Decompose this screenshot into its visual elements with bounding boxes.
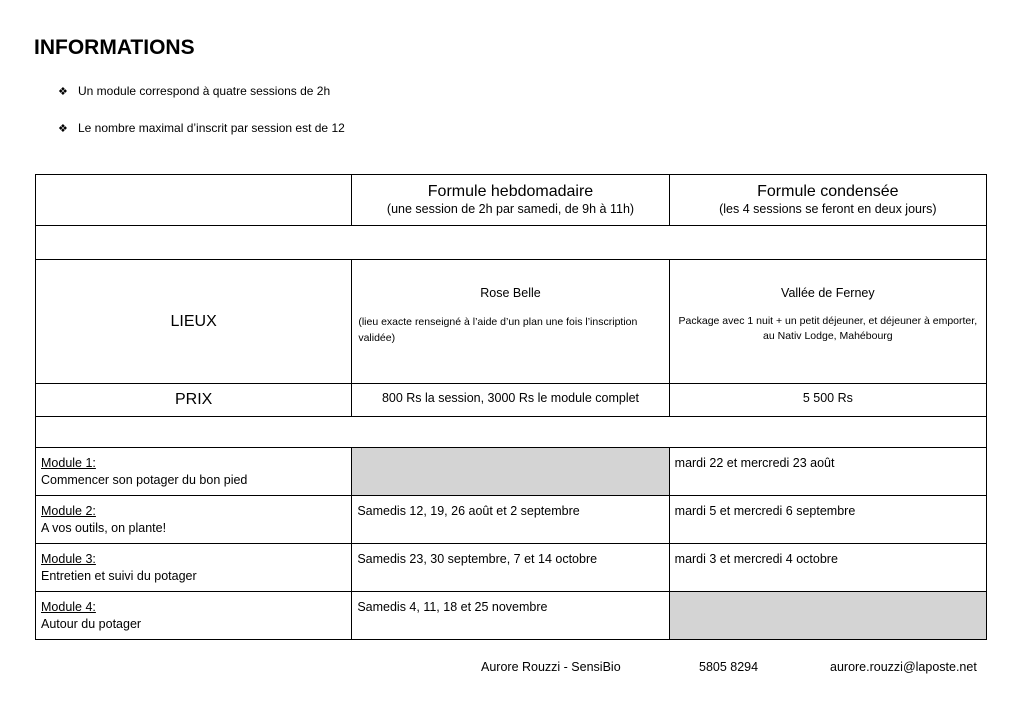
module-title: Module 3:	[41, 552, 96, 566]
info-bullet	[58, 84, 330, 98]
table-row	[36, 496, 987, 544]
condensed-dates-cell	[669, 592, 986, 640]
weekly-lieu-name: Rose Belle	[480, 286, 541, 300]
weekly-header-cell	[352, 175, 669, 226]
footer-name: Aurore Rouzzi - SensiBio	[481, 660, 621, 674]
condensed-lieu-note-line: Package avec 1 nuit + un petit déjeuner, et déjeuner à emporter,	[678, 315, 978, 327]
lieux-row	[36, 260, 987, 384]
lieux-label-cell	[36, 260, 352, 384]
weekly-dates-cell	[352, 448, 669, 496]
condensed-formula-title: Formule condensée	[757, 183, 899, 200]
condensed-lieu-name: Vallée de Ferney	[781, 286, 875, 300]
table-row	[36, 592, 987, 640]
module-subtitle: Entretien et suivi du potager	[41, 569, 197, 583]
bullet-text: Un module correspond à quatre sessions de 2h	[78, 84, 331, 98]
module-name-cell	[36, 496, 352, 544]
footer-phone: 5805 8294	[699, 660, 759, 674]
lieux-label: LIEUX	[170, 312, 217, 330]
module-name-cell	[36, 544, 352, 592]
condensed-prix: 5 500 Rs	[802, 391, 853, 405]
diamond-bullet-icon: ❖	[58, 86, 68, 98]
weekly-dates-cell: Samedis 23, 30 septembre, 7 et 14 octobre	[352, 544, 669, 592]
condensed-header-cell	[669, 175, 986, 226]
weekly-formula-title: Formule hebdomadaire	[427, 183, 594, 200]
module-subtitle: Commencer son potager du bon pied	[41, 473, 248, 487]
page-title: INFORMATIONS	[34, 36, 195, 59]
weekly-formula-subtitle: (une session de 2h par samedi, de 9h à 11h)	[386, 202, 635, 216]
info-bullet	[58, 121, 345, 135]
spacer-cell	[36, 226, 987, 260]
weekly-prix: 800 Rs la session, 3000 Rs le module complet	[381, 391, 640, 405]
bullet-text: Le nombre maximal d’inscrit par session est de 12	[78, 121, 345, 135]
table-row	[36, 544, 987, 592]
prix-label: PRIX	[174, 391, 213, 408]
prix-row	[36, 384, 987, 417]
condensed-dates-cell: mardi 3 et mercredi 4 octobre	[669, 544, 986, 592]
weekly-dates-cell: Samedis 4, 11, 18 et 25 novembre	[352, 592, 669, 640]
module-name-cell	[36, 448, 352, 496]
table-row	[36, 448, 987, 496]
table-header-row	[36, 175, 987, 226]
diamond-bullet-icon: ❖	[58, 123, 68, 135]
empty-corner-cell	[36, 175, 352, 226]
condensed-lieu-note	[678, 314, 978, 344]
prix-label-cell	[36, 384, 352, 417]
module-title: Module 1:	[41, 456, 96, 470]
condensed-lieu-note-line: au Nativ Lodge, Mahébourg	[763, 330, 893, 342]
module-subtitle: A vos outils, on plante!	[41, 521, 167, 535]
module-title: Module 4:	[41, 600, 96, 614]
module-subtitle: Autour du potager	[41, 617, 142, 631]
spacer-cell	[36, 417, 987, 448]
formula-table	[35, 174, 987, 640]
module-title: Module 2:	[41, 504, 96, 518]
weekly-lieu-note: (lieu exacte renseigné à l’aide d’un plan une fois l’inscription validée)	[358, 316, 638, 344]
module-name-cell	[36, 592, 352, 640]
spacer-row	[36, 226, 987, 260]
condensed-prix-cell	[669, 384, 986, 417]
condensed-lieu-cell	[669, 260, 986, 384]
weekly-dates-cell: Samedis 12, 19, 26 août et 2 septembre	[352, 496, 669, 544]
condensed-dates-cell: mardi 22 et mercredi 23 août	[669, 448, 986, 496]
footer-email: aurore.rouzzi@laposte.net	[830, 660, 977, 674]
weekly-prix-cell	[352, 384, 669, 417]
spacer-row	[36, 417, 987, 448]
condensed-formula-subtitle: (les 4 sessions se feront en deux jours)	[719, 202, 937, 216]
condensed-dates-cell: mardi 5 et mercredi 6 septembre	[669, 496, 986, 544]
weekly-lieu-cell	[352, 260, 669, 384]
